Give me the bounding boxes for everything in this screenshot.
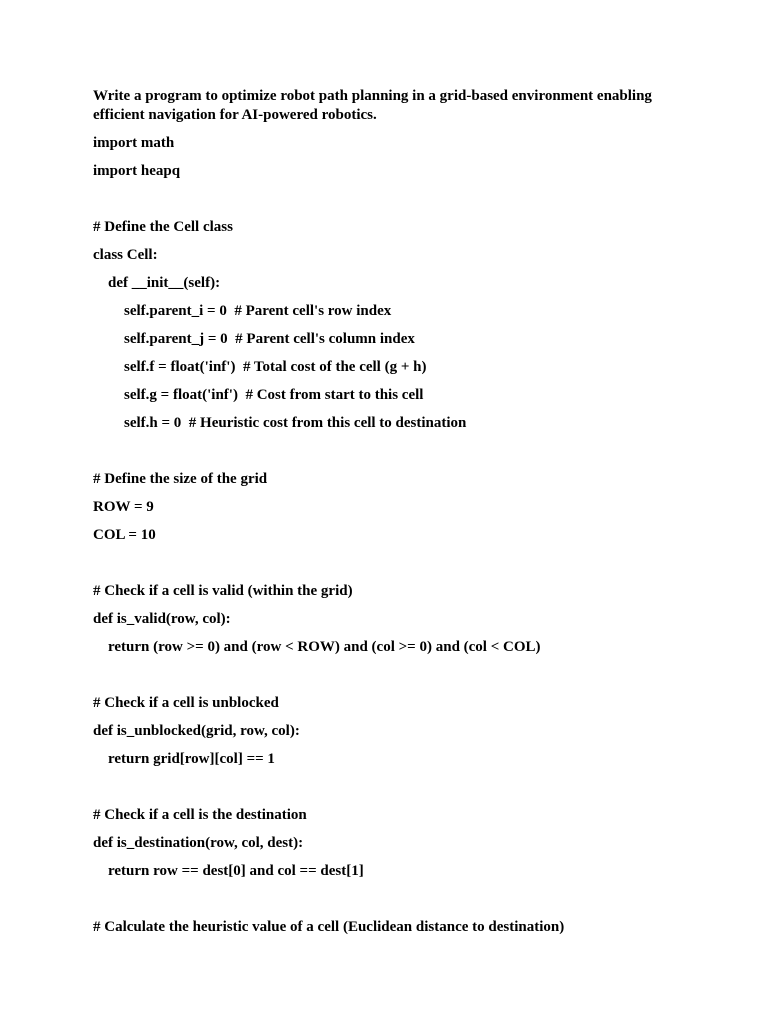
code-line: import math	[93, 135, 175, 151]
code-line: # Check if a cell is valid (within the grid)	[93, 583, 353, 599]
code-line: self.parent_i = 0 # Parent cell's row index	[124, 303, 392, 319]
blank-line	[93, 185, 683, 213]
blank-line	[93, 773, 683, 801]
blank-line	[93, 437, 683, 465]
task-heading: Write a program to optimize robot path planning in a grid-based environment enabling efficient navigation for AI-powered robotics.	[93, 88, 652, 123]
code-line: self.g = float('inf') # Cost from start to this cell	[124, 387, 424, 403]
code-line: self.h = 0 # Heuristic cost from this cell to destination	[124, 415, 467, 431]
code-line: return (row >= 0) and (row < ROW) and (col >= 0) and (col < COL)	[108, 639, 541, 655]
code-line: # Check if a cell is unblocked	[93, 695, 279, 711]
code-line: # Check if a cell is the destination	[93, 807, 307, 823]
blank-line	[93, 885, 683, 913]
code-line: import heapq	[93, 163, 181, 179]
code-line: # Define the size of the grid	[93, 471, 268, 487]
code-line: def is_valid(row, col):	[93, 611, 231, 627]
code-line: def __init__(self):	[108, 275, 221, 291]
blank-line	[93, 549, 683, 577]
code-line: def is_destination(row, col, dest):	[93, 835, 304, 851]
code-line: ROW = 9	[93, 499, 154, 515]
code-line: # Calculate the heuristic value of a cell (Euclidean distance to destination)	[93, 919, 565, 935]
document-page	[93, 87, 683, 941]
code-line: COL = 10	[93, 527, 156, 543]
code-line: # Define the Cell class	[93, 219, 233, 235]
code-line: def is_unblocked(grid, row, col):	[93, 723, 300, 739]
blank-line	[93, 661, 683, 689]
code-block	[93, 129, 683, 941]
code-line: return grid[row][col] == 1	[108, 751, 275, 767]
code-line: class Cell:	[93, 247, 158, 263]
code-line: self.parent_j = 0 # Parent cell's column index	[124, 331, 415, 347]
code-line: return row == dest[0] and col == dest[1]	[108, 863, 364, 879]
code-line: self.f = float('inf') # Total cost of the cell (g + h)	[124, 359, 427, 375]
